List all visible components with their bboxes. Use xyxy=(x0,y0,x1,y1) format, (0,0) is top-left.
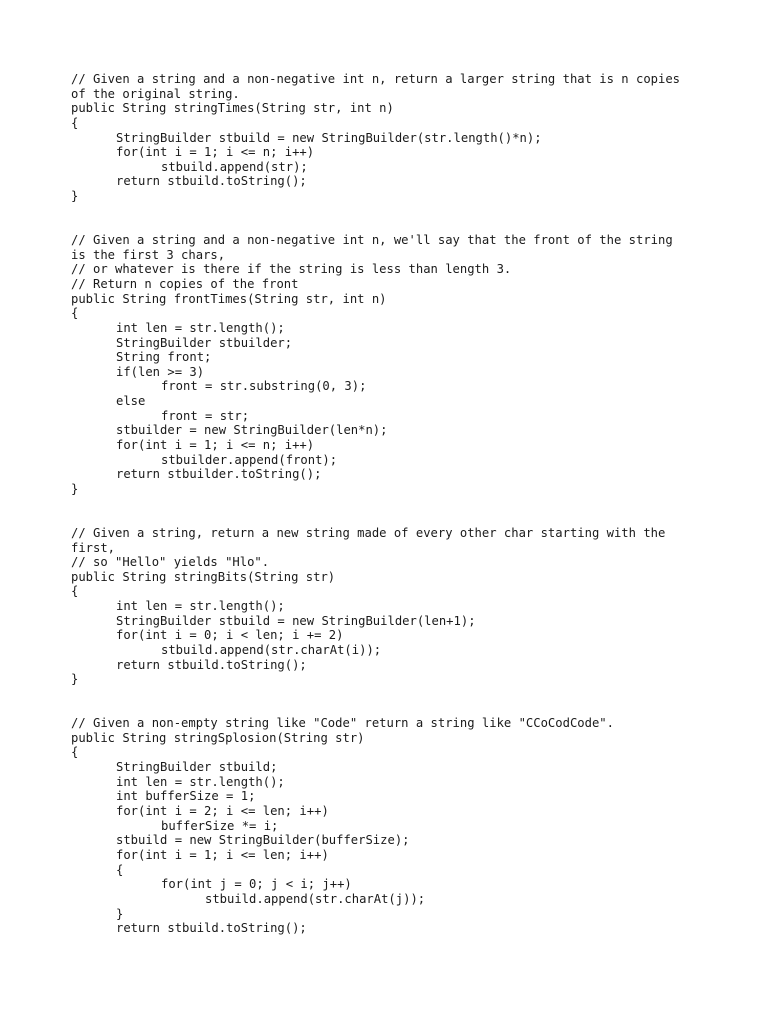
code-line: return stbuild.toString(); xyxy=(116,657,307,672)
code-line: StringBuilder stbuild; xyxy=(116,760,278,775)
code-line: StringBuilder stbuild = new StringBuilder(str.length()*n); xyxy=(116,130,542,145)
code-line xyxy=(71,497,711,512)
code-line: front = str; xyxy=(161,408,250,423)
code-line: if(len >= 3) xyxy=(116,364,205,379)
code-document xyxy=(71,72,711,936)
code-line: first, xyxy=(71,540,116,555)
code-comment-line: // so "Hello" yields "Hlo". xyxy=(71,555,270,570)
code-line xyxy=(71,687,711,702)
code-comment-line: // or whatever is there if the string is less than length 3. xyxy=(71,262,512,277)
code-line: } xyxy=(71,672,79,687)
code-line: public String stringSplosion(String str) xyxy=(71,730,365,745)
code-line: stbuild.append(str.charAt(i)); xyxy=(161,642,382,657)
code-line: front = str.substring(0, 3); xyxy=(161,379,367,394)
code-line xyxy=(71,204,711,219)
code-line: stbuild.append(str); xyxy=(161,159,308,174)
code-comment-line: // Given a string and a non-negative int n, return a larger string that is n copies xyxy=(71,72,681,86)
code-line: return stbuild.toString(); xyxy=(116,174,307,189)
code-line: StringBuilder stbuild = new StringBuilder(len+1); xyxy=(116,613,476,628)
code-line: for(int i = 2; i <= len; i++) xyxy=(116,804,329,819)
code-line: int len = str.length(); xyxy=(116,599,285,614)
code-line: } xyxy=(71,481,79,496)
code-line: is the first 3 chars, xyxy=(71,247,226,262)
code-comment-line: // Given a string, return a new string made of every other char starting with the xyxy=(71,525,666,540)
code-line: of the original string. xyxy=(71,86,240,101)
code-line xyxy=(71,511,711,526)
code-line: String front; xyxy=(116,350,212,365)
code-line: for(int i = 1; i <= n; i++) xyxy=(116,438,315,453)
code-line: int bufferSize = 1; xyxy=(116,789,256,804)
code-line: int len = str.length(); xyxy=(116,320,285,335)
code-line: int len = str.length(); xyxy=(116,774,285,789)
code-comment-line: // Given a string and a non-negative int n, we'll say that the front of the string xyxy=(71,233,673,248)
code-line: for(int i = 0; i < len; i += 2) xyxy=(116,628,344,643)
code-line: { xyxy=(71,115,79,130)
code-line: stbuilder = new StringBuilder(len*n); xyxy=(116,423,388,438)
code-line: public String stringBits(String str) xyxy=(71,569,336,584)
code-line: return stbuild.toString(); xyxy=(116,921,307,936)
code-line: stbuild = new StringBuilder(bufferSize); xyxy=(116,833,410,848)
code-line: StringBuilder stbuilder; xyxy=(116,335,293,350)
code-line: else xyxy=(116,394,146,409)
code-line: } xyxy=(71,189,79,204)
code-line: public String stringTimes(String str, int n) xyxy=(71,101,394,116)
code-line: for(int i = 1; i <= len; i++) xyxy=(116,847,329,862)
code-line xyxy=(71,702,711,717)
code-line: { xyxy=(71,584,79,599)
code-comment-line: // Return n copies of the front xyxy=(71,276,299,291)
code-line: return stbuilder.toString(); xyxy=(116,467,322,482)
code-line: { xyxy=(71,745,79,760)
code-line: { xyxy=(71,306,79,321)
code-line: bufferSize *= i; xyxy=(161,818,279,833)
code-line: { xyxy=(116,862,124,877)
code-line: } xyxy=(116,906,124,921)
code-line: public String frontTimes(String str, int n) xyxy=(71,291,387,306)
code-comment-line: // Given a non-empty string like "Code" return a string like "CCoCodCode". xyxy=(71,716,614,731)
code-line: for(int i = 1; i <= n; i++) xyxy=(116,145,315,160)
code-line: stbuild.append(str.charAt(j)); xyxy=(205,891,426,906)
code-line xyxy=(71,218,711,233)
code-line: stbuilder.append(front); xyxy=(161,452,338,467)
code-line: for(int j = 0; j < i; j++) xyxy=(161,877,352,892)
